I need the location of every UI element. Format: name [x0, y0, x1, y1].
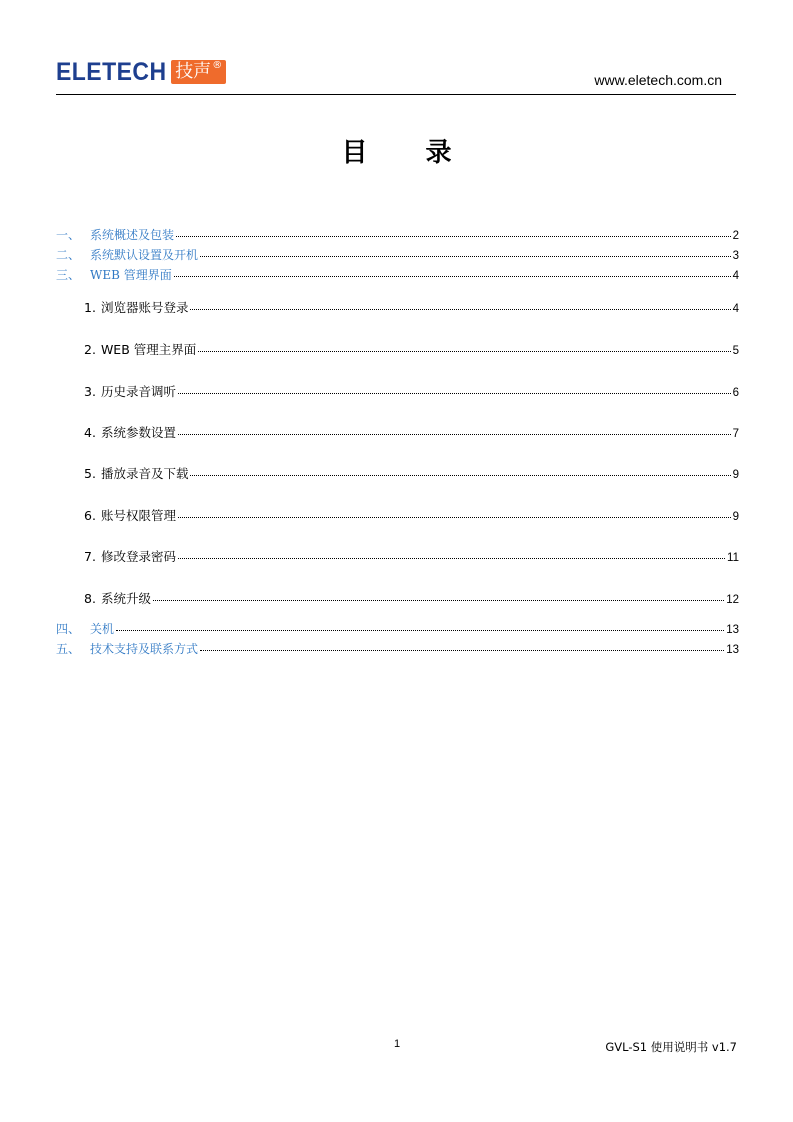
dot-leader [153, 600, 724, 601]
toc-entry-label: WEB 管理主界面 [100, 342, 197, 357]
dot-leader [178, 434, 731, 435]
toc-entry-2[interactable] [56, 246, 739, 263]
dot-leader [178, 558, 725, 559]
logo-chinese-name: 技声 [175, 61, 212, 82]
toc-entry-3[interactable] [56, 266, 739, 283]
toc-entry-page: 13 [726, 624, 739, 636]
toc-entry-3-4[interactable] [84, 423, 739, 441]
toc-entry-number: 三、 [56, 268, 81, 282]
toc-entry-number: 3. [84, 384, 96, 399]
logo-wordmark: ELETECH [56, 57, 167, 86]
toc-entry-number: 5. [84, 466, 96, 481]
toc-entry-label: 系统默认设置及开机 [90, 248, 199, 262]
document-name: GVL-S1 使用说明书 v1.7 [605, 1040, 737, 1054]
toc-entry-label: 技术支持及联系方式 [90, 642, 199, 656]
dot-leader [198, 351, 730, 352]
dot-leader [190, 309, 730, 310]
toc-entry-number: 二、 [56, 248, 81, 262]
page-number: 1 [394, 1038, 401, 1050]
toc-entry-page: 9 [732, 469, 739, 481]
toc-entry-label: 系统升级 [100, 591, 151, 606]
logo-badge [171, 60, 226, 84]
toc-entry-page: 5 [732, 345, 739, 357]
toc-entry-number: 4. [84, 425, 96, 440]
website-url: www.eletech.com.cn [594, 72, 722, 88]
toc-entry-label: 关机 [90, 622, 115, 636]
toc-entry-label: 浏览器账号登录 [100, 300, 189, 315]
toc-entry-page: 2 [732, 230, 739, 242]
toc-entry-number: 7. [84, 549, 96, 564]
toc-entry-page: 13 [726, 644, 739, 656]
toc-entry-4[interactable] [56, 620, 739, 637]
dot-leader [200, 256, 731, 257]
toc-entry-page: 9 [732, 511, 739, 523]
toc-entry-page: 6 [732, 387, 739, 399]
toc-entry-page: 7 [732, 428, 739, 440]
toc-entry-3-1[interactable] [84, 298, 739, 316]
toc-entry-5[interactable] [56, 640, 739, 657]
toc-entry-number: 四、 [56, 622, 81, 636]
dot-leader [174, 276, 731, 277]
dot-leader [178, 393, 731, 394]
dot-leader [176, 236, 731, 237]
toc-entry-3-7[interactable] [84, 547, 739, 565]
toc-entry-number: 6. [84, 508, 96, 523]
toc-entry-3-8[interactable] [84, 589, 739, 607]
registered-mark: ® [212, 60, 223, 71]
toc-entry-page: 4 [732, 303, 739, 315]
toc-entry-number: 8. [84, 591, 96, 606]
dot-leader [178, 517, 731, 518]
toc-entry-label: 历史录音调听 [100, 384, 176, 399]
toc-title: 目录 [341, 138, 510, 168]
toc-entry-number: 2. [84, 342, 96, 357]
dot-leader [200, 650, 724, 651]
page-header [56, 56, 736, 95]
toc-entry-label: WEB 管理界面 [90, 268, 172, 282]
toc-entry-3-2[interactable] [84, 340, 739, 358]
toc-entry-page: 3 [732, 250, 739, 262]
eletech-logo [56, 58, 226, 86]
dot-leader [190, 475, 730, 476]
dot-leader [116, 630, 724, 631]
toc-entry-label: 系统参数设置 [100, 425, 176, 440]
toc-entry-label: 账号权限管理 [100, 508, 176, 523]
toc-entry-label: 修改登录密码 [100, 549, 176, 564]
toc-entry-page: 4 [732, 270, 739, 282]
toc-entry-3-6[interactable] [84, 506, 739, 524]
toc-entry-label: 系统概述及包装 [90, 228, 175, 242]
toc-entry-1[interactable] [56, 226, 739, 243]
toc-entry-number: 五、 [56, 642, 81, 656]
toc-entry-number: 一、 [56, 228, 81, 242]
toc-entry-page: 11 [727, 552, 739, 564]
toc-entry-number: 1. [84, 300, 96, 315]
toc-entry-3-3[interactable] [84, 382, 739, 400]
toc-entry-3-5[interactable] [84, 464, 739, 482]
toc-entry-page: 12 [726, 594, 739, 606]
toc-entry-label: 播放录音及下载 [100, 466, 189, 481]
